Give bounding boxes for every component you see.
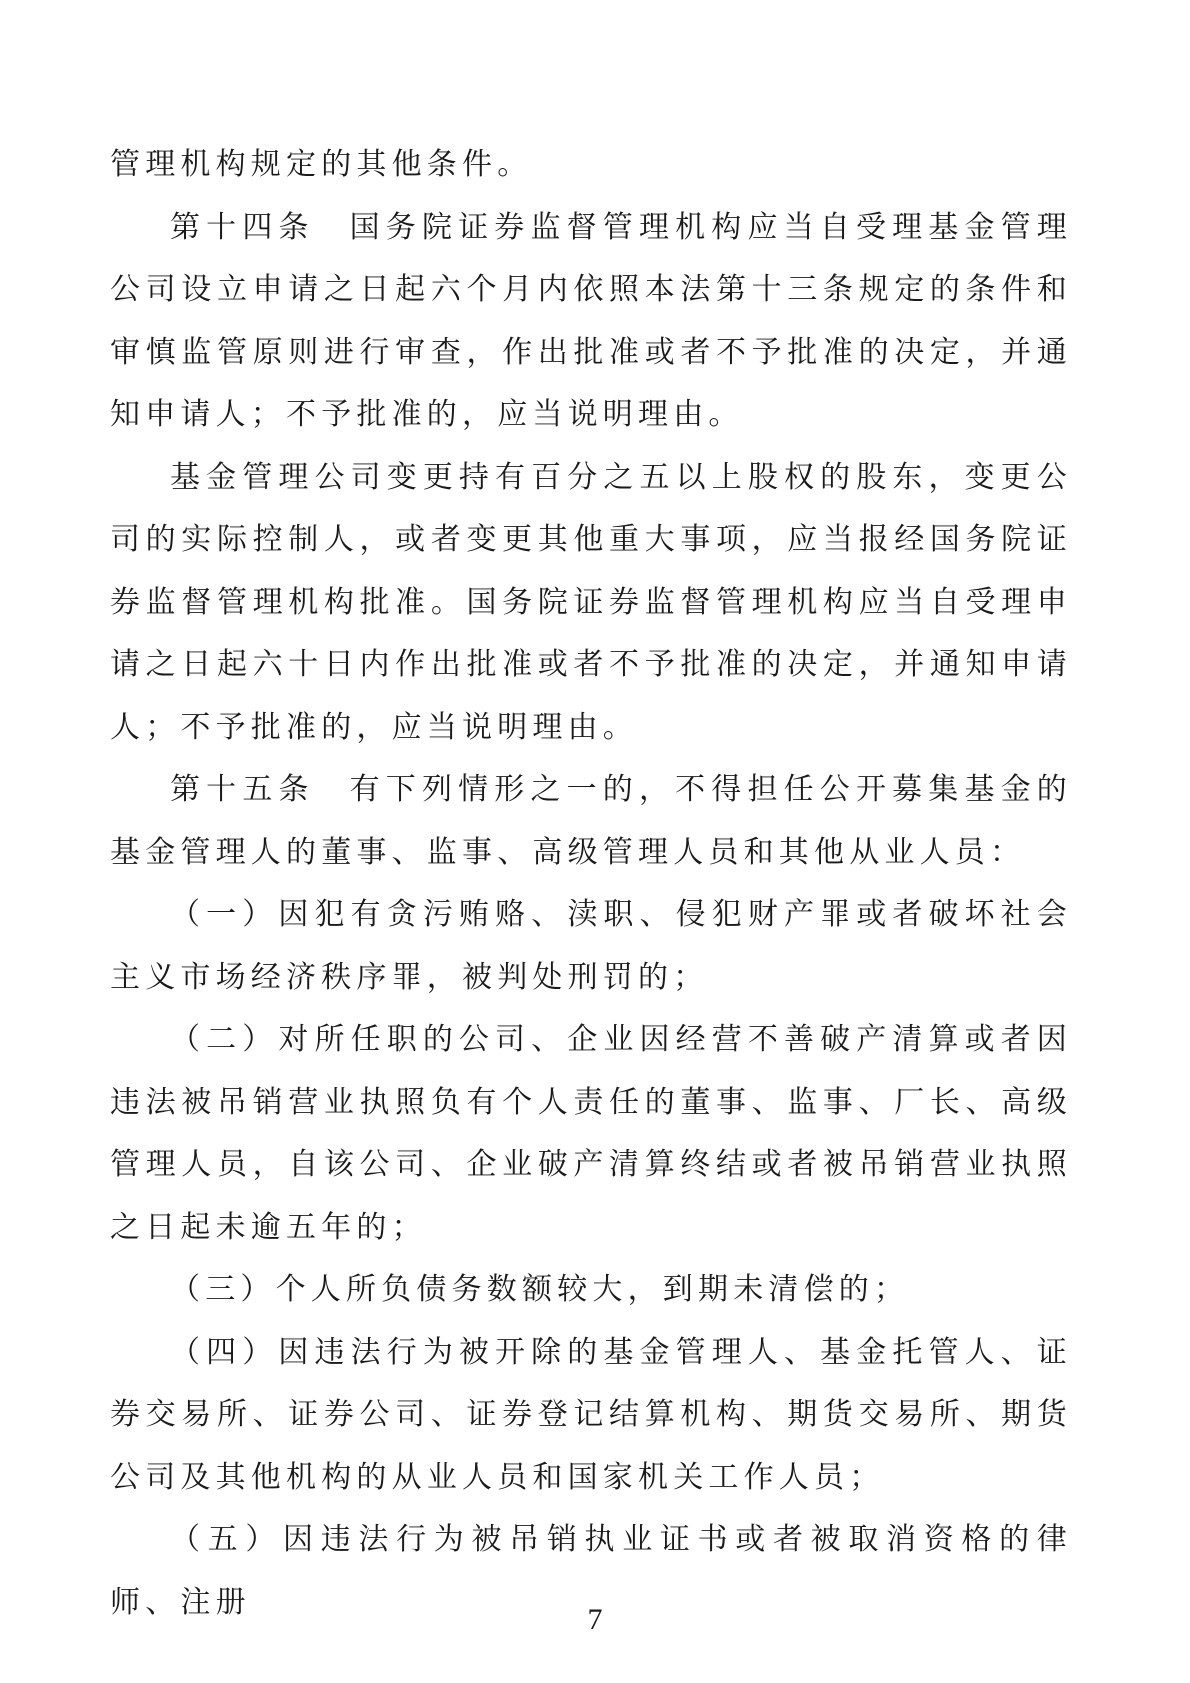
article-number: 第十四条 (170, 209, 315, 245)
paragraph-text: （五）因违法行为被吊销执业证书或者被取消资格的律师、注册 (110, 1522, 1072, 1620)
list-item-2 (110, 1009, 1072, 1259)
paragraph-text: （四）因违法行为被开除的基金管理人、基金托管人、证券交易所、证券公司、证券登记结算机构、期货交易所、期货公司及其他机构的从业人员和国家机关工作人员； (110, 1334, 1072, 1495)
paragraph-text: （三）个人所负债务数额较大，到期未清偿的； (170, 1272, 910, 1307)
list-item-1 (110, 884, 1072, 1009)
article-14-paragraph-2 (110, 447, 1072, 760)
list-item-3 (110, 1259, 1072, 1322)
article-number: 第十五条 (170, 772, 315, 807)
paragraph-text: 国务院证券监督管理机构应当自受理基金管理公司设立申请之日起六个月内依照本法第十三条规定的条件和审慎监管原则进行审查，作出批准或者不予批准的决定，并通知申请人；不予批准的，应当说明理由。 (110, 209, 1072, 432)
paragraph-text: 有下列情形之一的，不得担任公开募集基金的基金管理人的董事、监事、高级管理人员和其他从业人员： (110, 772, 1072, 870)
article-14-paragraph (110, 197, 1072, 447)
article-15-paragraph (110, 759, 1072, 884)
paragraph-text: （二）对所任职的公司、企业因经营不善破产清算或者因违法被吊销营业执照负有个人责任的董事、监事、厂长、高级管理人员，自该公司、企业破产清算终结或者被吊销营业执照之日起未逾五年的； (110, 1022, 1072, 1245)
page-number: 7 (587, 1603, 603, 1636)
paragraph-text: 基金管理公司变更持有百分之五以上股权的股东，变更公司的实际控制人，或者变更其他重大事项，应当报经国务院证券监督管理机构批准。国务院证券监督管理机构应当自受理申请之日起六十日内作出批准或者不予批准的决定，并通知申请人；不予批准的，应当说明理由。 (110, 459, 1072, 745)
paragraph-text: （一）因犯有贪污贿赂、渎职、侵犯财产罪或者破坏社会主义市场经济秩序罪，被判处刑罚的； (110, 897, 1072, 995)
list-item-4 (110, 1322, 1072, 1510)
document-body (110, 134, 1072, 1634)
paragraph-text: 管理机构规定的其他条件。 (110, 147, 533, 182)
paragraph-continuation (110, 134, 1072, 197)
